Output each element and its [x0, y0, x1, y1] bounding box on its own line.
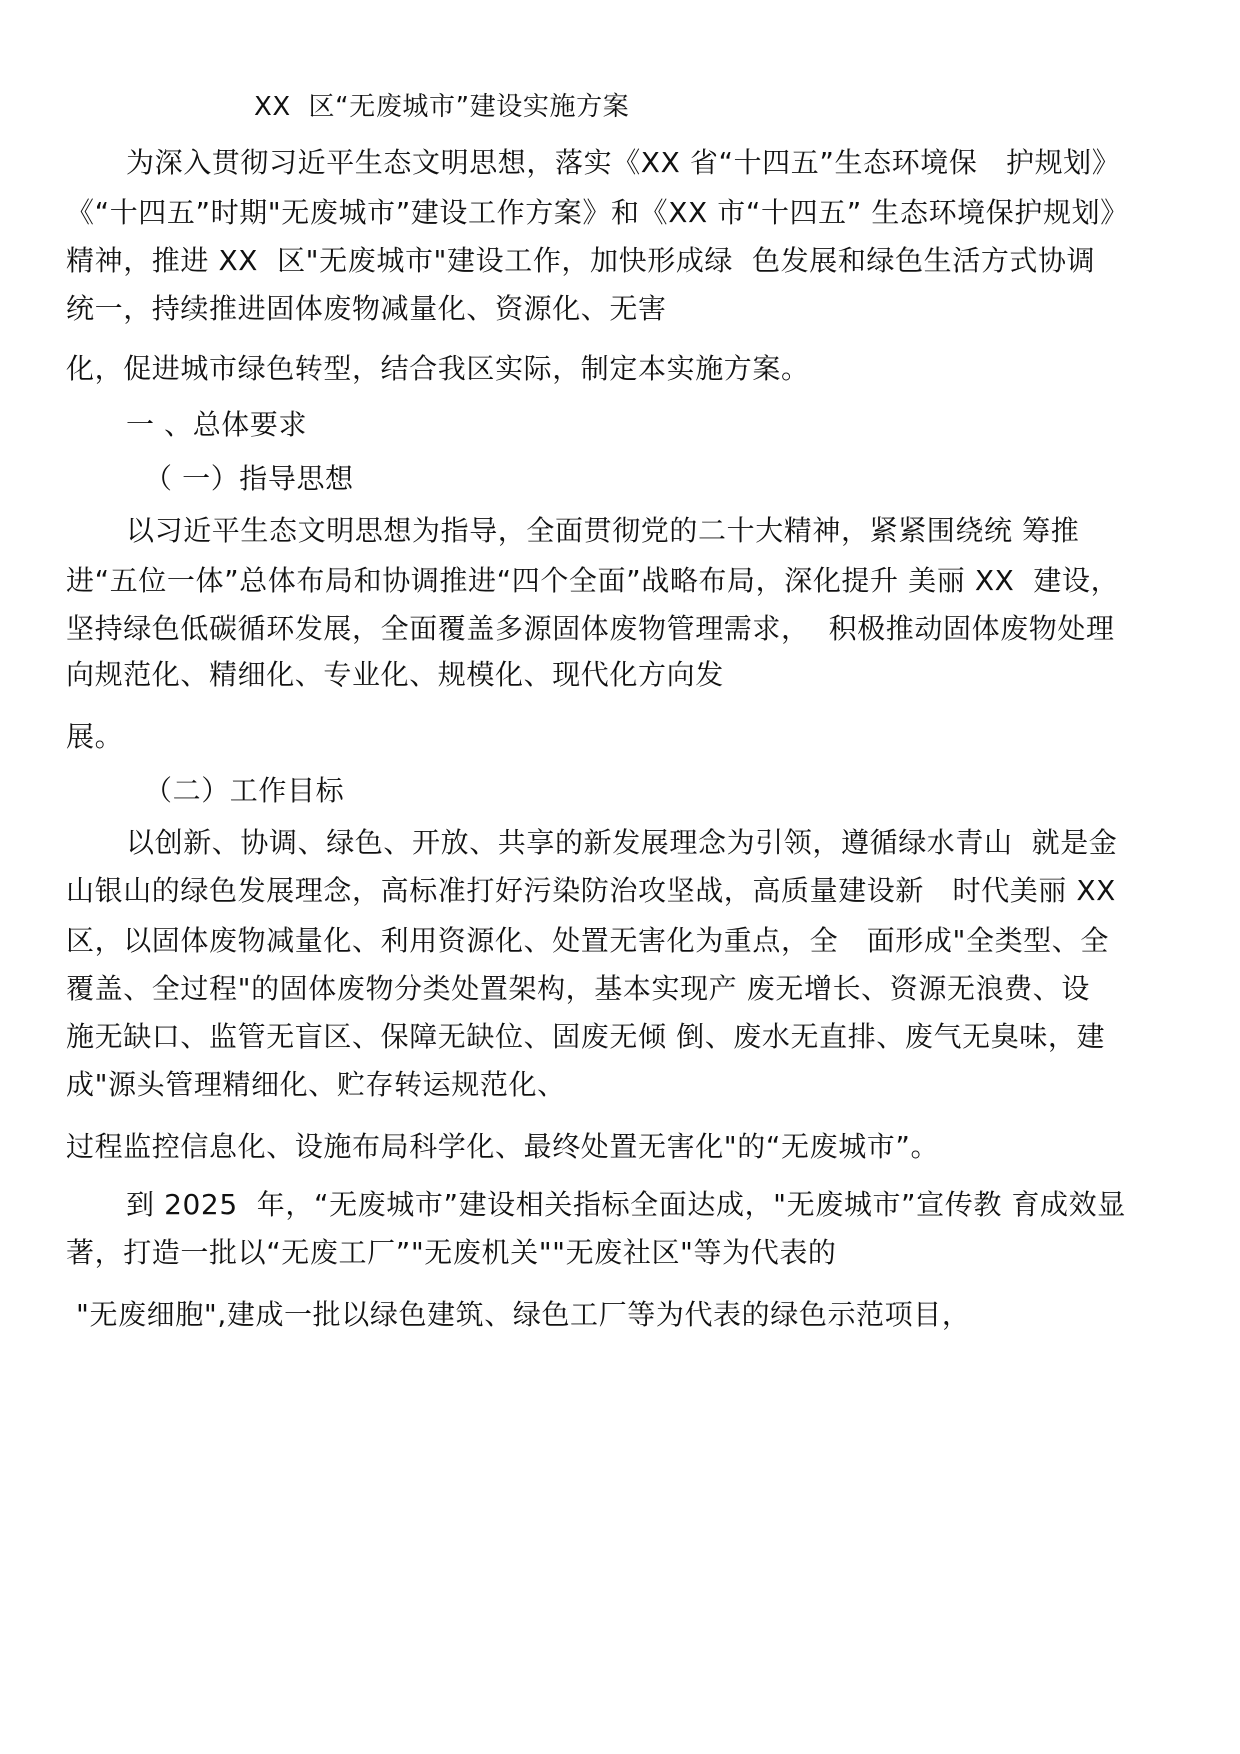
paragraph-line: 过程监控信息化、设施布局科学化、最终处置无害化"的“无废城市”。: [66, 1130, 940, 1163]
paragraph-line: 以习近平生态文明思想为指导，全面贯彻党的二十大精神，紧紧围绕统 筹推: [126, 514, 1080, 547]
document-title: XX 区“无废城市”建设实施方案: [254, 92, 630, 122]
paragraph-line: 向规范化、精细化、专业化、规模化、现代化方向发: [66, 658, 724, 691]
paragraph-line: 统一，持续推进固体废物减量化、资源化、无害: [66, 292, 667, 325]
paragraph-line: 展。: [66, 720, 124, 753]
paragraph-line: 坚持绿色低碳循环发展，全面覆盖多源固体废物管理需求， 积极推动固体废物处理: [66, 612, 1115, 645]
paragraph-line: 区，以固体废物减量化、利用资源化、处置无害化为重点，全 面形成"全类型、全: [66, 924, 1109, 957]
paragraph-line: 成"源头管理精细化、贮存转运规范化、: [66, 1068, 566, 1101]
paragraph-line: 化，促进城市绿色转型，结合我区实际，制定本实施方案。: [66, 352, 810, 385]
paragraph-line: 《“十四五”时期"无废城市”建设工作方案》和《XX 市“十四五” 生态环境保护规划》: [66, 196, 1129, 229]
paragraph-line: 进“五位一体”总体布局和协调推进“四个全面”战略布局，深化提升 美丽 XX 建设，: [66, 564, 1120, 597]
paragraph-line: 山银山的绿色发展理念，高标准打好污染防治攻坚战，高质量建设新 时代美丽 XX: [66, 874, 1116, 907]
section-heading: 一 、总体要求: [126, 408, 308, 441]
paragraph-line: 著，打造一批以“无废工厂”"无废机关""无废社区"等为代表的: [66, 1236, 837, 1269]
paragraph-line: "无废细胞",建成一批以绿色建筑、绿色工厂等为代表的绿色示范项目，: [76, 1298, 971, 1331]
paragraph-line: 以创新、协调、绿色、开放、共享的新发展理念为引领，遵循绿水青山 就是金: [126, 826, 1118, 859]
paragraph-line: 为深入贯彻习近平生态文明思想，落实《XX 省“十四五”生态环境保 护规划》: [126, 146, 1121, 179]
subsection-heading: （ 一）指导思想: [144, 462, 354, 495]
paragraph-line: 覆盖、全过程"的固体废物分类处置架构，基本实现产 废无增长、资源无浪费、设: [66, 972, 1090, 1005]
paragraph-line: 到 2025 年，“无废城市”建设相关指标全面达成，"无废城市”宣传教 育成效显: [126, 1188, 1126, 1221]
subsection-heading: （二）工作目标: [144, 774, 345, 807]
paragraph-line: 施无缺口、监管无盲区、保障无缺位、固废无倾 倒、废水无直排、废气无臭味，建: [66, 1020, 1106, 1053]
paragraph-line: 精神，推进 XX 区"无废城市"建设工作，加快形成绿 色发展和绿色生活方式协调: [66, 244, 1096, 277]
